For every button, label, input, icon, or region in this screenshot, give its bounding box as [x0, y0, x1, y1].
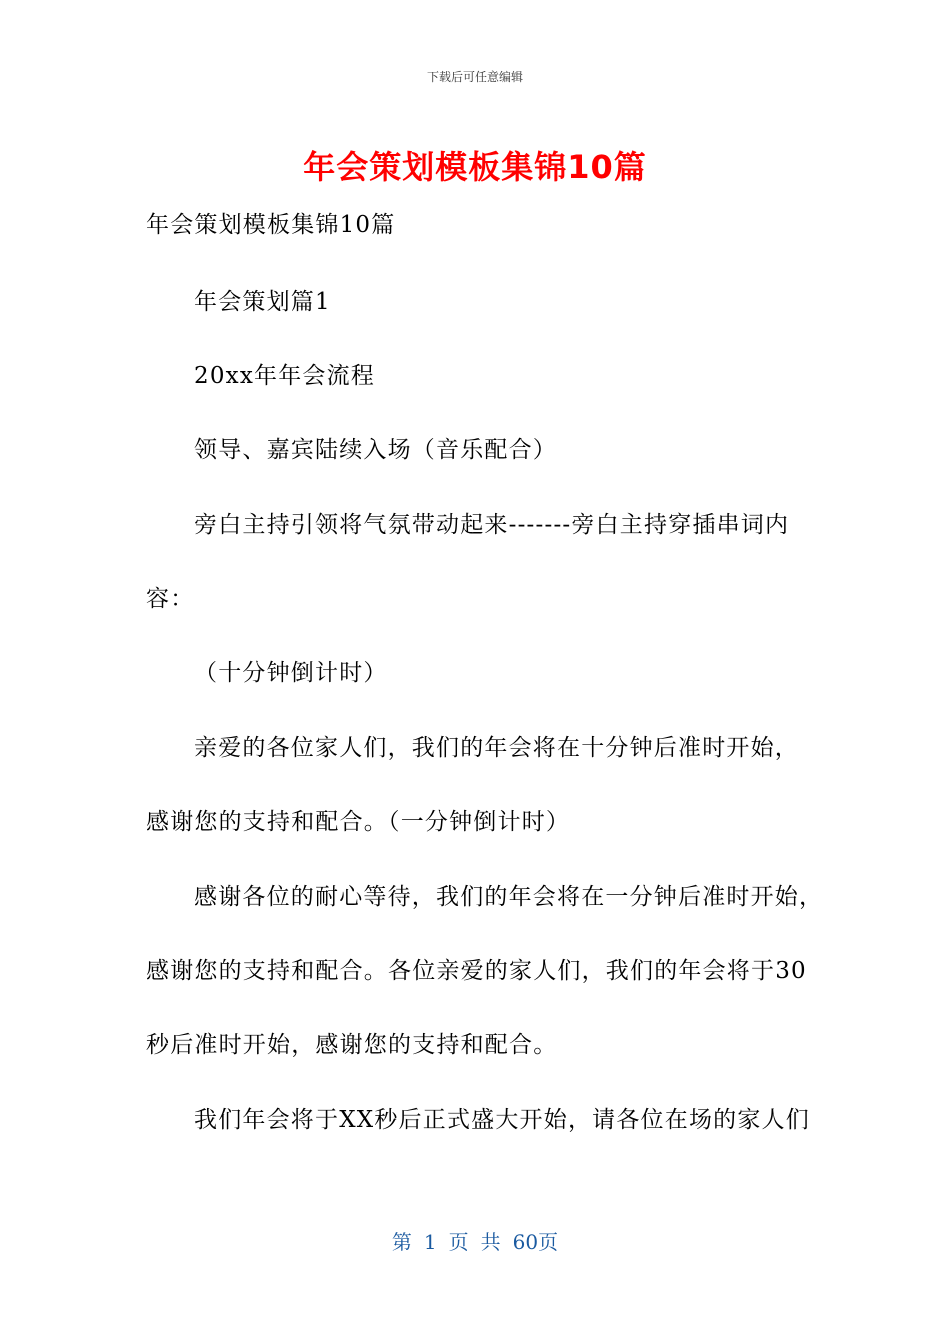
paragraph-line: 亲爱的各位家人们，我们的年会将在十分钟后准时开始，: [194, 735, 799, 761]
footer-page-word: 页: [448, 1230, 469, 1254]
paragraph-line: 秒后准时开始，感谢您的支持和配合。: [146, 1032, 558, 1058]
document-title: 年会策划模板集锦10篇: [303, 148, 647, 186]
paragraph-line: 领导、嘉宾陆续入场（音乐配合）: [194, 437, 557, 463]
page-footer: [0, 1226, 950, 1255]
paragraph-line: 容：: [146, 586, 195, 612]
paragraph-line: 年会策划篇1: [194, 289, 331, 315]
paragraph-line: 感谢各位的耐心等待，我们的年会将在一分钟后准时开始，: [194, 884, 824, 910]
paragraph-line: 20xx年年会流程: [194, 363, 376, 389]
paragraph-line: 旁白主持引领将气氛带动起来-------旁白主持穿插串词内: [194, 512, 790, 538]
paragraph-line: （十分钟倒计时）: [194, 660, 388, 686]
paragraph-line: 我们年会将于XX秒后正式盛大开始，请各位在场的家人们: [194, 1107, 810, 1133]
paragraph-line: 感谢您的支持和配合。（一分钟倒计时）: [146, 809, 571, 835]
footer-current-page: 1: [423, 1230, 437, 1254]
paragraph-line: 感谢您的支持和配合。各位亲爱的家人们，我们的年会将于30: [146, 958, 807, 984]
footer-total-pages: 60页: [512, 1230, 559, 1254]
footer-total-word: 共: [480, 1230, 501, 1254]
footer-prefix: 第: [391, 1230, 412, 1254]
paragraph-line: 年会策划模板集锦10篇: [146, 212, 396, 238]
header-note: 下载后可任意编辑: [426, 70, 523, 84]
